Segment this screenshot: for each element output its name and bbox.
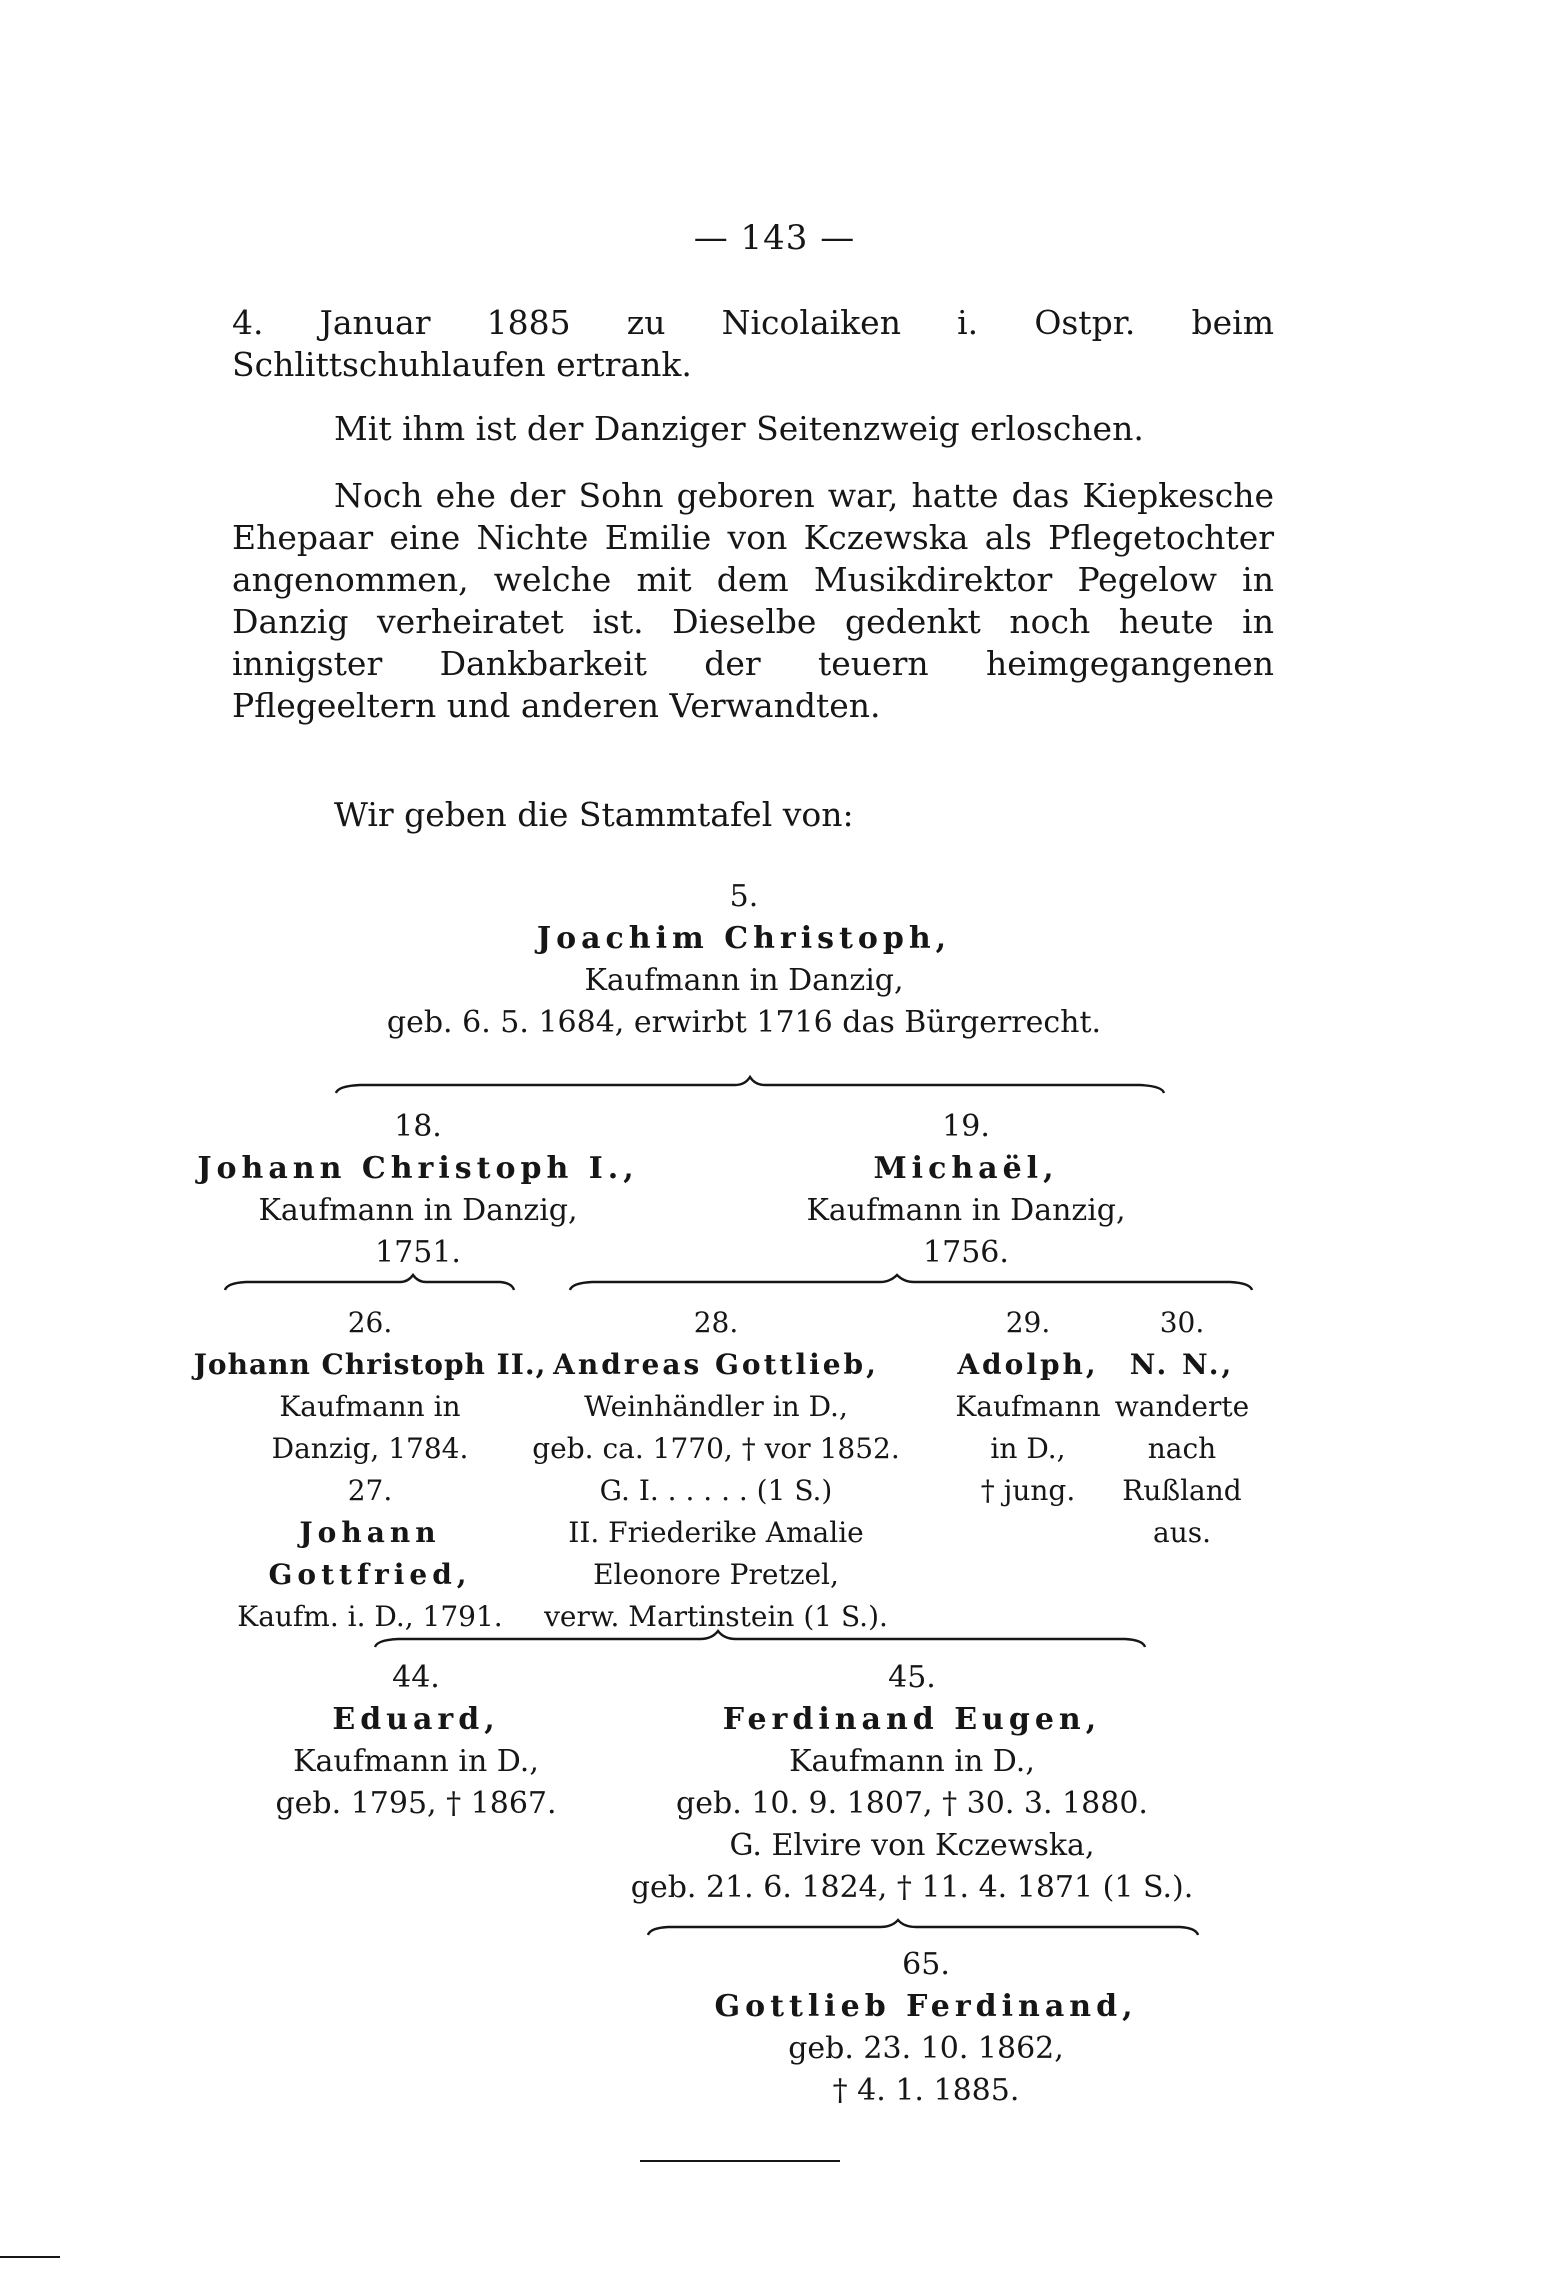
page-number: — 143 — bbox=[693, 218, 856, 258]
paragraph-continuation: 4. Januar 1885 zu Nicolaiken i. Ostpr. beim Schlittschuhlaufen ertrank. bbox=[232, 303, 1274, 384]
node-number: 5. bbox=[729, 879, 759, 914]
node-line-2: nach bbox=[1147, 1432, 1217, 1465]
closing-rule bbox=[640, 2160, 840, 2162]
scan-edge-mark bbox=[0, 2256, 60, 2258]
node-occupation: Kaufmann in D., bbox=[789, 1744, 1035, 1779]
node-name: Gottlieb Ferdinand, bbox=[714, 1989, 1138, 2024]
tree-node-27 bbox=[237, 1470, 502, 1638]
tree-node-45 bbox=[631, 1657, 1193, 1909]
brace-gen-4 bbox=[648, 1920, 1198, 1935]
node-name: Joachim Christoph, bbox=[536, 921, 952, 956]
node-year: 1751. bbox=[375, 1235, 461, 1270]
tree-node-28 bbox=[532, 1302, 899, 1638]
paragraph-genealogy-intro: Wir geben die Stammtafel von: bbox=[334, 795, 854, 834]
tree-node-19 bbox=[806, 1106, 1125, 1274]
node-number: 65. bbox=[902, 1947, 950, 1982]
node-occupation: Kaufmann in Danzig, bbox=[806, 1193, 1126, 1228]
node-detail: geb. 6. 5. 1684, erwirbt 1716 das Bürgerrecht. bbox=[386, 1005, 1102, 1040]
tree-node-5 bbox=[387, 876, 1101, 1044]
node-detail: geb. 1795, † 1867. bbox=[275, 1786, 557, 1821]
node-occupation-2: in D., bbox=[990, 1432, 1066, 1465]
node-birth: geb. 23. 10. 1862, bbox=[788, 2031, 1064, 2066]
node-number: 27. bbox=[347, 1474, 393, 1507]
brace-gen-2a bbox=[225, 1275, 514, 1290]
node-line-1: wanderte bbox=[1114, 1390, 1250, 1423]
node-marriage-2c: verw. Martinstein (1 S.). bbox=[544, 1600, 888, 1633]
node-number: 29. bbox=[1005, 1306, 1051, 1339]
node-detail: Danzig, 1784. bbox=[271, 1432, 469, 1465]
node-number: 28. bbox=[693, 1306, 739, 1339]
node-number: 18. bbox=[394, 1109, 442, 1144]
node-line-3: Rußland bbox=[1122, 1474, 1242, 1507]
paragraph-extinct-branch: Mit ihm ist der Danziger Seitenzweig erloschen. bbox=[334, 409, 1144, 448]
brace-gen-1 bbox=[336, 1077, 1164, 1093]
node-marriage-2b: Eleonore Pretzel, bbox=[593, 1558, 839, 1591]
node-name: Ferdinand Eugen, bbox=[722, 1702, 1102, 1737]
node-name: Johann Christoph I., bbox=[197, 1151, 639, 1186]
node-year: 1756. bbox=[923, 1235, 1009, 1270]
node-name: Andreas Gottlieb, bbox=[553, 1348, 879, 1381]
tree-node-30 bbox=[1115, 1302, 1249, 1554]
node-occupation: Kaufmann in D., bbox=[293, 1744, 539, 1779]
node-spouse-detail: geb. 21. 6. 1824, † 11. 4. 1871 (1 S.). bbox=[630, 1870, 1194, 1905]
node-name: Eduard, bbox=[332, 1702, 500, 1737]
tree-node-18 bbox=[197, 1106, 638, 1274]
node-death: † 4. 1. 1885. bbox=[832, 2073, 1020, 2108]
tree-node-29 bbox=[955, 1302, 1100, 1512]
node-name: N. N., bbox=[1129, 1348, 1235, 1381]
node-line-4: aus. bbox=[1153, 1516, 1211, 1549]
node-number: 44. bbox=[392, 1660, 440, 1695]
node-detail: geb. 10. 9. 1807, † 30. 3. 1880. bbox=[676, 1786, 1148, 1821]
node-number: 19. bbox=[942, 1109, 990, 1144]
node-marriage-2a: II. Friederike Amalie bbox=[568, 1516, 864, 1549]
tree-node-44 bbox=[275, 1657, 556, 1825]
node-occupation-1: Kaufmann bbox=[955, 1390, 1101, 1423]
node-occupation: Kaufmann in Danzig, bbox=[258, 1193, 578, 1228]
node-occupation: Kaufmann in Danzig, bbox=[584, 963, 904, 998]
node-detail: Kaufm. i. D., 1791. bbox=[237, 1600, 503, 1633]
paragraph-foster-daughter: Noch ehe der Sohn geboren war, hatte das Kiepkesche Ehepaar eine Nichte Emilie von Kczewska als Pflegetochter angenommen, welche mit dem Musikdirektor Pegelow in Danzig verheiratet ist. Dieselbe gedenkt noch heute in innigster Dankbarkeit der teuern heimgegangenen Pflegeeltern und anderen Verwandten. bbox=[232, 476, 1274, 725]
node-number: 26. bbox=[347, 1306, 393, 1339]
node-spouse: G. Elvire von Kczewska, bbox=[729, 1828, 1095, 1863]
node-name: Johann Christoph II., bbox=[193, 1348, 547, 1381]
tree-node-26 bbox=[194, 1302, 547, 1470]
node-detail: † jung. bbox=[980, 1474, 1076, 1507]
node-name: Michaël, bbox=[873, 1151, 1059, 1186]
node-detail: geb. ca. 1770, † vor 1852. bbox=[532, 1432, 900, 1465]
node-name: Adolph, bbox=[957, 1348, 1099, 1381]
tree-node-65 bbox=[714, 1944, 1137, 2112]
node-marriage-1: G. I. . . . . . (1 S.) bbox=[599, 1474, 833, 1507]
node-name-first: Johann bbox=[299, 1516, 441, 1549]
brace-gen-2b bbox=[570, 1275, 1252, 1290]
node-number: 45. bbox=[888, 1660, 936, 1695]
node-number: 30. bbox=[1159, 1306, 1205, 1339]
node-occupation: Weinhändler in D., bbox=[584, 1390, 848, 1423]
node-occupation: Kaufmann in bbox=[279, 1390, 461, 1423]
node-name-second: Gottfried, bbox=[268, 1558, 472, 1591]
